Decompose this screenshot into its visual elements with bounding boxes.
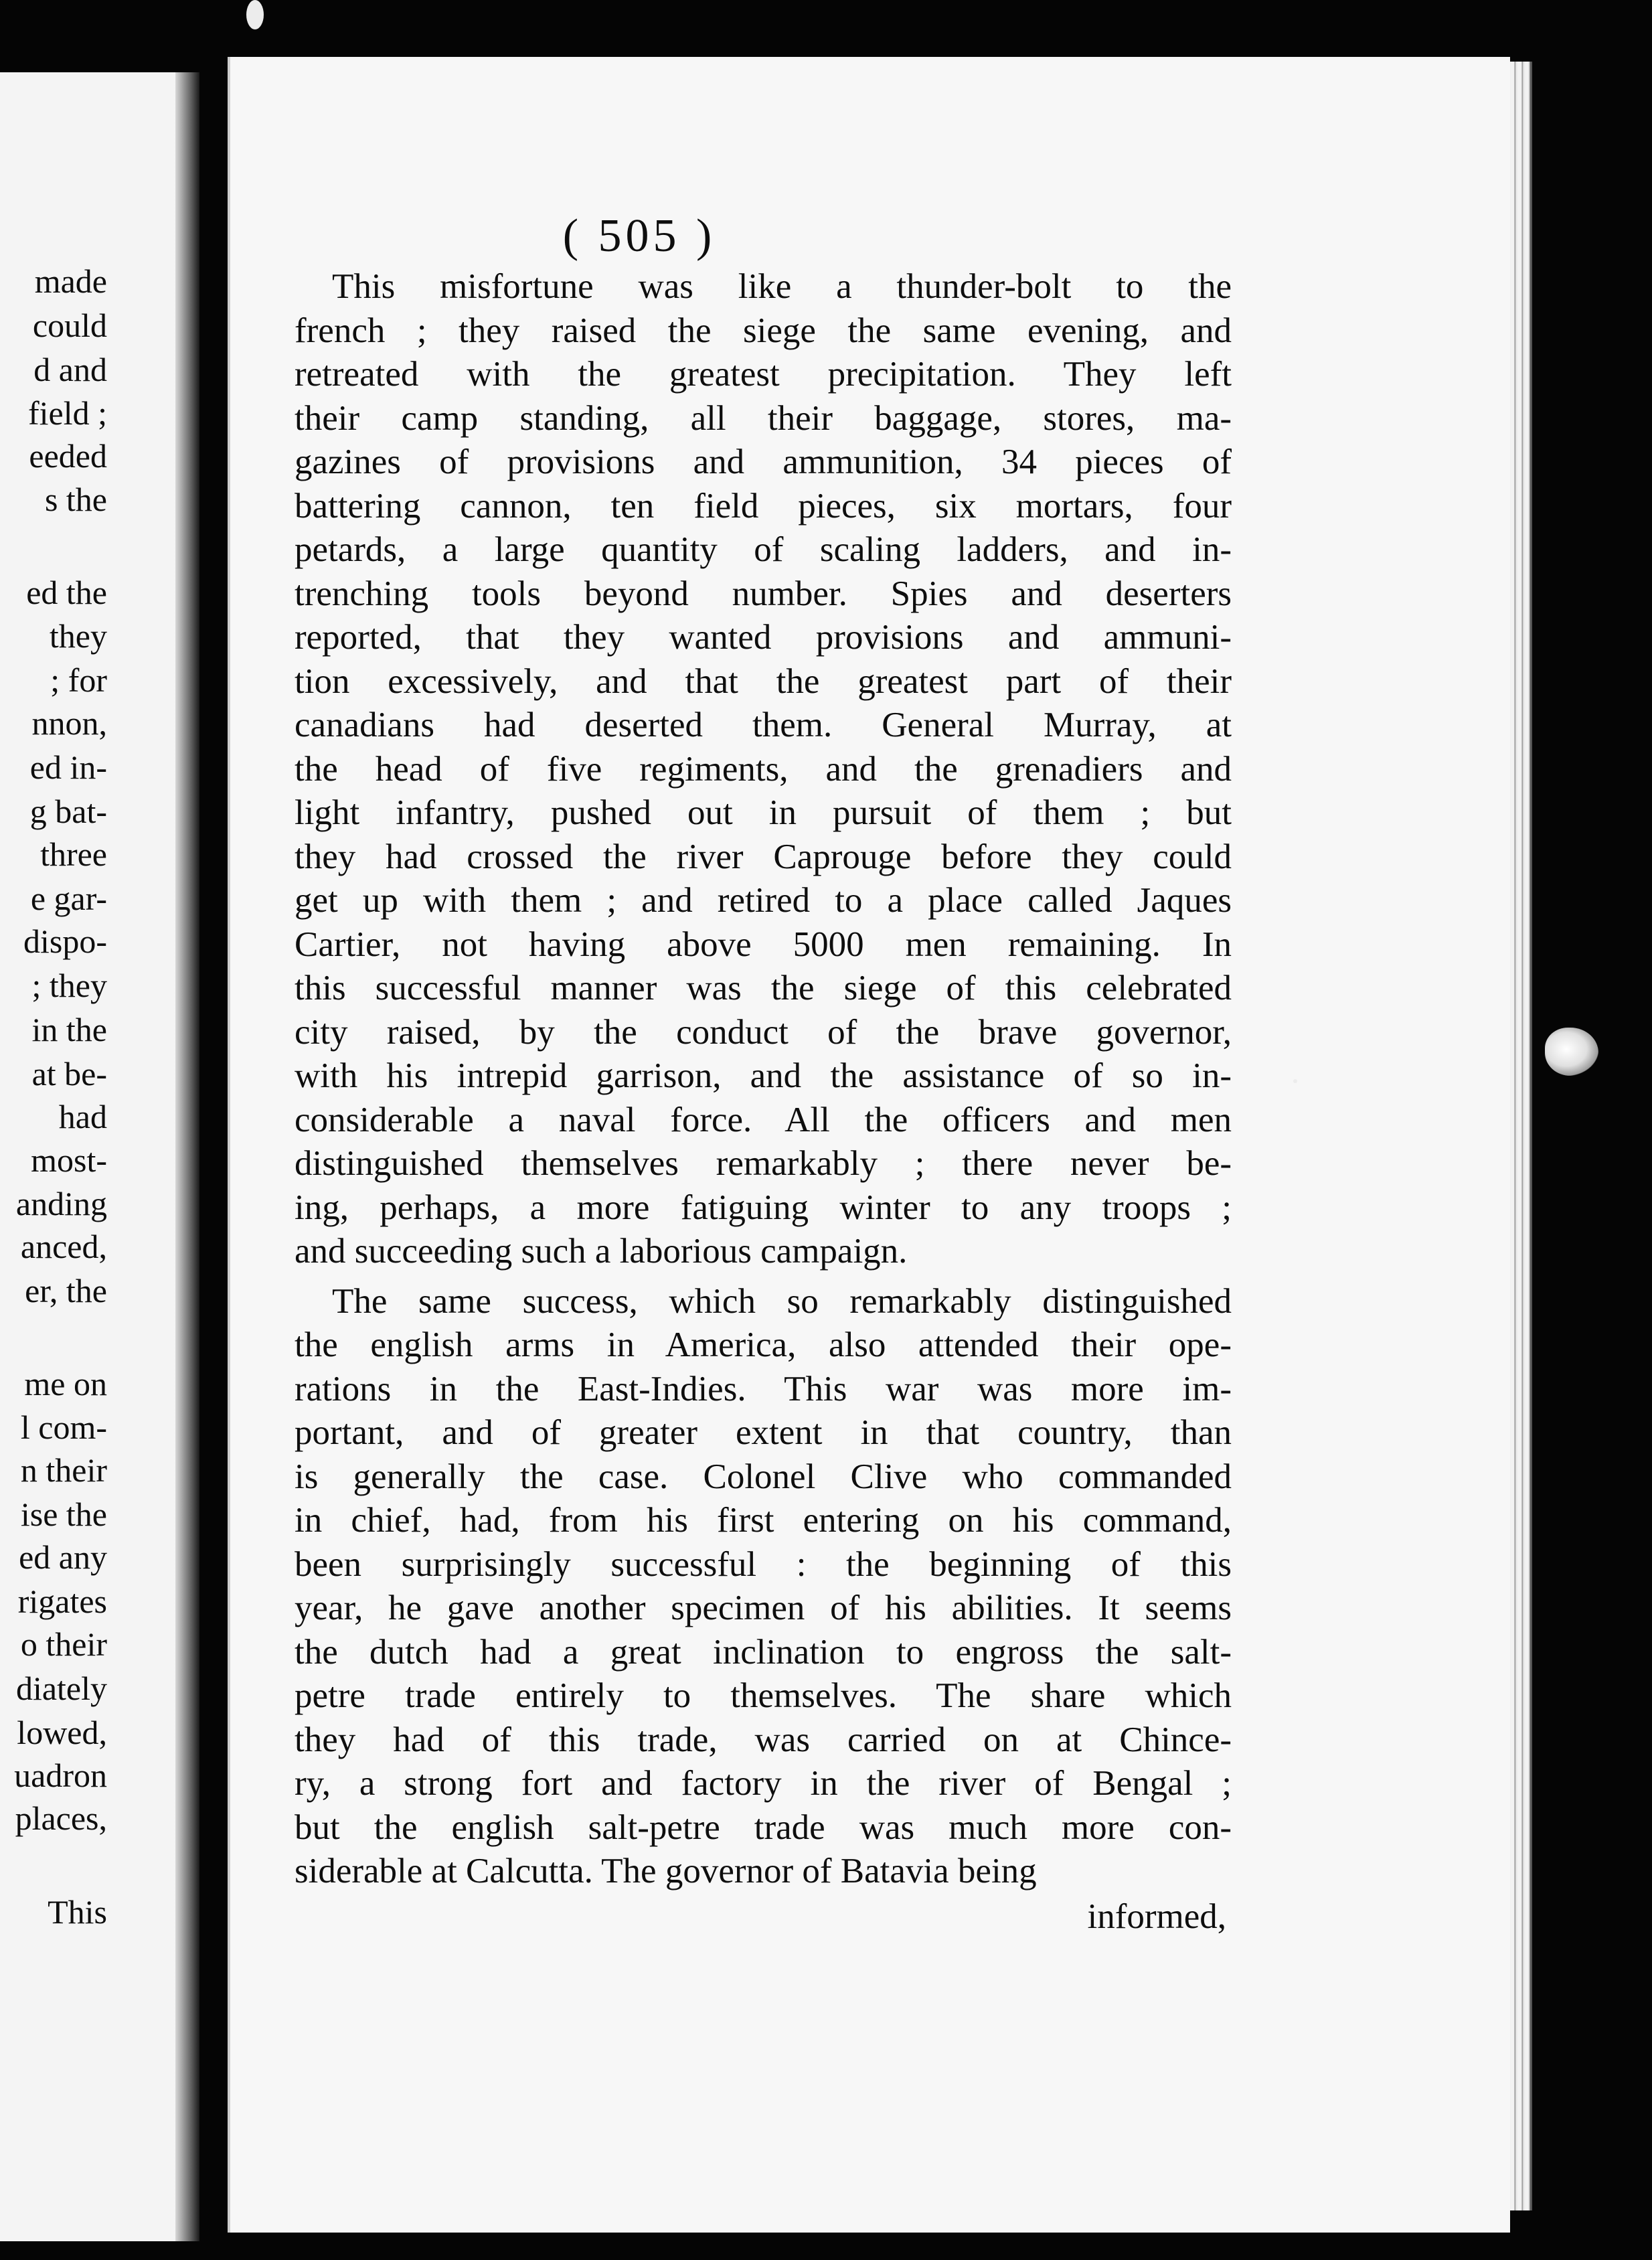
left-page-line: l com-	[20, 1408, 107, 1446]
text-line: retreated with the greatest precipitation. They left	[295, 355, 1232, 394]
left-page-line: eeded	[29, 437, 107, 475]
left-page-line: made	[34, 262, 107, 300]
text-line: the head of five regiments, and the grenadiers and	[295, 749, 1232, 789]
text-line: tion excessively, and that the greatest part of their	[295, 661, 1232, 701]
left-page-line: field ;	[27, 394, 107, 432]
text-line: canadians had deserted them. General Murray, at	[295, 706, 1232, 744]
left-page-line: anding	[15, 1185, 107, 1222]
text-line: this successful manner was the siege of this celebrated	[295, 969, 1232, 1007]
dust-blob	[1545, 1028, 1598, 1076]
text-line: battering cannon, ten field pieces, six mortars, four	[295, 486, 1232, 526]
left-page-line: nnon,	[31, 704, 107, 742]
left-page-line: dispo-	[23, 922, 107, 960]
left-page-line: s the	[44, 481, 107, 518]
left-facing-page	[0, 72, 189, 2241]
left-page-line: most-	[31, 1141, 107, 1179]
left-page-line: ed in-	[29, 748, 107, 786]
page-number: ( 505 )	[562, 210, 716, 262]
left-page-line: uadron	[14, 1757, 107, 1794]
left-page-line: places,	[15, 1799, 107, 1837]
paragraph-1	[295, 265, 1232, 1274]
text-line: ing, perhaps, a more fatiguing winter to any troops ;	[295, 1188, 1232, 1227]
left-page-line: ; for	[50, 661, 107, 699]
text-line: the english arms in America, also attended their ope-	[295, 1325, 1232, 1364]
left-page-line: o their	[20, 1625, 107, 1663]
left-page-line: had	[58, 1098, 107, 1135]
text-line: they had crossed the river Caprouge before they could	[295, 837, 1232, 876]
left-page-line: anced,	[20, 1228, 107, 1265]
text-line: considerable a naval force. All the officers and men	[295, 1100, 1232, 1139]
text-line: and succeeding such a laborious campaign.	[295, 1232, 908, 1271]
text-line: petre trade entirely to themselves. The share which	[295, 1676, 1232, 1715]
left-page-line: at be-	[31, 1055, 107, 1093]
text-line: they had of this trade, was carried on at Chince-	[295, 1720, 1232, 1759]
left-page-line: lowed,	[17, 1714, 107, 1751]
text-line: french ; they raised the siege the same evening, and	[295, 311, 1232, 350]
left-page-line: me on	[24, 1365, 107, 1402]
left-page-line: e gar-	[30, 880, 107, 917]
text-line: get up with them ; and retired to a place called Jaques	[295, 881, 1232, 920]
text-line: ry, a strong fort and factory in the river of Bengal ;	[295, 1764, 1232, 1803]
dust-speck	[1293, 1079, 1297, 1083]
text-line: reported, that they wanted provisions and ammuni-	[295, 618, 1232, 657]
text-line: been surprisingly successful : the beginning of this	[295, 1544, 1232, 1584]
text-line: their camp standing, all their baggage, stores, ma-	[295, 398, 1232, 438]
body-text	[295, 265, 1232, 1939]
left-page-line: they	[49, 617, 107, 655]
left-page-line: This	[48, 1893, 107, 1931]
text-line: The same success, which so remarkably distinguished	[332, 1281, 1232, 1321]
left-page-line: ; they	[31, 967, 107, 1004]
text-line: year, he gave another specimen of his abilities. It seems	[295, 1589, 1232, 1627]
left-page-line: ise the	[20, 1496, 107, 1533]
left-page-line: in the	[31, 1011, 107, 1048]
book-gutter	[175, 72, 199, 2241]
text-line: trenching tools beyond number. Spies and deserters	[295, 574, 1232, 613]
text-line: gazines of provisions and ammunition, 34 pieces of	[295, 442, 1232, 481]
text-line: distinguished themselves remarkably ; there never be-	[295, 1144, 1232, 1183]
text-line: siderable at Calcutta. The governor of Batavia being	[295, 1852, 1037, 1890]
left-page-line: ed the	[26, 574, 107, 611]
left-page-line: three	[40, 835, 107, 873]
text-line: city raised, by the conduct of the brave governor,	[295, 1012, 1232, 1052]
left-page-line: ed any	[19, 1538, 107, 1576]
text-line: the dutch had a great inclination to engross the salt-	[295, 1632, 1232, 1672]
text-line: Cartier, not having above 5000 men remaining. In	[295, 924, 1232, 964]
paragraph-2	[295, 1280, 1232, 1894]
catchword: informed,	[1087, 1896, 1226, 1936]
left-page-line: rigates	[17, 1583, 107, 1620]
text-line: petards, a large quantity of scaling ladders, and in-	[295, 530, 1232, 569]
text-line: is generally the case. Colonel Clive who commanded	[295, 1457, 1232, 1496]
text-line: light infantry, pushed out in pursuit of them ; but	[295, 793, 1232, 832]
text-line: portant, and of greater extent in that country, than	[295, 1413, 1232, 1452]
text-line: This misfortune was like a thunder-bolt to the	[332, 267, 1232, 306]
text-line: but the english salt-petre trade was much more con-	[295, 1807, 1232, 1847]
text-line: rations in the East-Indies. This war was more im-	[295, 1369, 1232, 1408]
left-page-line: diately	[15, 1670, 107, 1707]
left-page-line: could	[32, 307, 107, 344]
left-page-line: n their	[20, 1451, 107, 1489]
text-line: in chief, had, from his first entering on his command,	[295, 1501, 1232, 1540]
left-page-line: d and	[33, 351, 107, 388]
left-page-line: er, the	[25, 1272, 107, 1309]
left-page-line: g bat-	[29, 793, 107, 830]
text-line: with his intrepid garrison, and the assistance of so in-	[295, 1056, 1232, 1095]
dust-speck	[246, 0, 264, 29]
